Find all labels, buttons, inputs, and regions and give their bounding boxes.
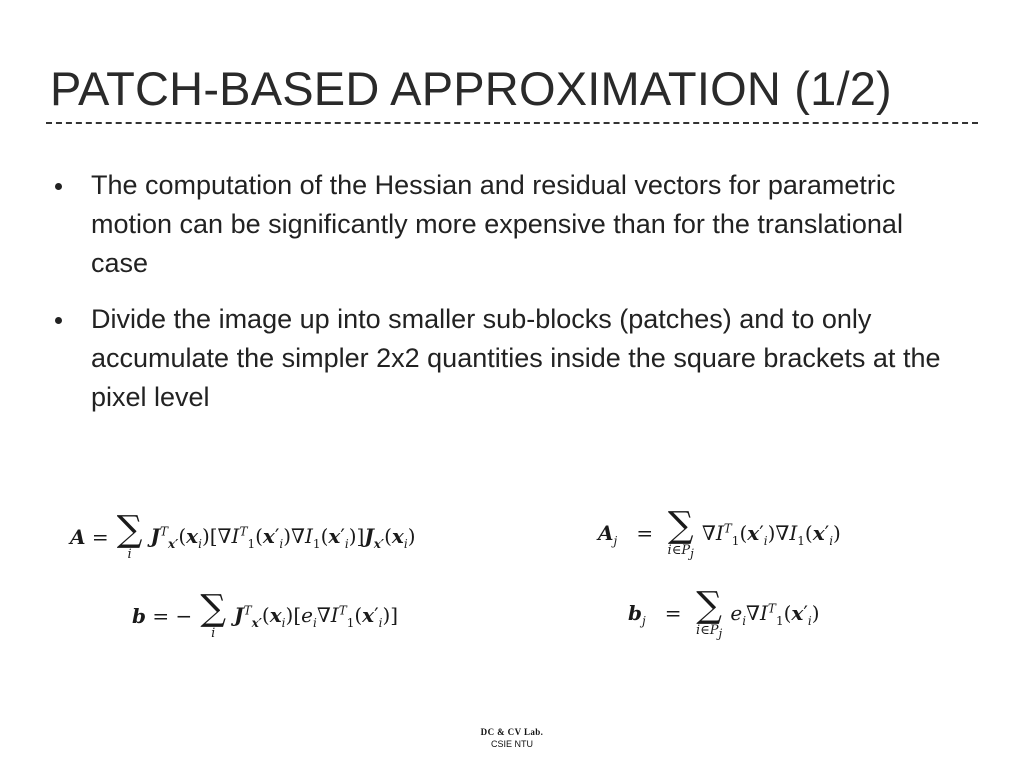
footer-lab-name: DC & CV Lab. [480, 727, 544, 737]
equation-residual-full: b = − ∑ i $J^T_{x'}(x_i)[e_i\nabla I^T_1(x'_i)]$ [132, 588, 399, 641]
bullet-dot-icon [55, 183, 62, 190]
equation-hessian-full: A = ∑ i $J^T_{x'}(x_i)[\nabla I^T_1(x'_i)\nabla I_1(x'_i)]J_{x'}(x_i)$ [70, 509, 416, 562]
bullet-dot-icon [55, 317, 62, 324]
bullet-text: Divide the image up into smaller sub-blocks (patches) and to only accumulate the simpler 2x2 quantities inside the square brackets at the pixel level [91, 304, 941, 412]
equation-residual-patch: $b_j$ = ∑ $i\in P_j$ $e_i\nabla I^T_1(x'_i)$ [628, 585, 820, 641]
bullet-item [30, 166, 960, 283]
slide-title: PATCH-BASED APPROXIMATION (1/2) [50, 62, 892, 115]
title-divider [46, 122, 978, 124]
equation-hessian-patch: $A_j$ = ∑ $i\in P_j$ $\nabla I^T_1(x'_i)\nabla I_1(x'_i)$ [598, 505, 841, 561]
bullet-list [30, 166, 960, 434]
footer-department: CSIE NTU [490, 739, 533, 749]
bullet-item [30, 300, 960, 417]
bullet-text: The computation of the Hessian and residual vectors for parametric motion can be significantly more expensive than for the translational case [91, 170, 903, 278]
slide-footer [0, 726, 1024, 750]
